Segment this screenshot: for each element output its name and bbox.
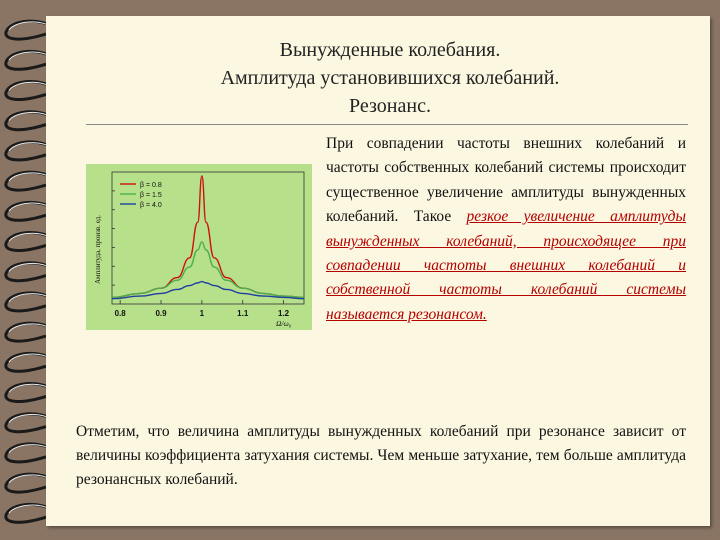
resonance-plain-text: При совпадении частоты внешних колебаний и частоты собственных колебаний системы происходит существенное увеличение амплитуды вынужденных колебаний. Такое	[326, 135, 686, 226]
page-title	[100, 36, 680, 120]
chart-x-tick-label: 0.9	[155, 309, 167, 318]
resonance-chart	[86, 164, 312, 330]
chart-ylabel: Амплитуда, произв. ед.	[94, 214, 102, 284]
chart-legend-label: β = 0.8	[140, 182, 162, 189]
chart-xlabel: Ω/ω₀	[276, 319, 292, 328]
resonance-emphasis-text: резкое увеличение амплитуды вынужденных колебаний, происходящее при совпадении частоты внешних колебаний и собственной частоты колебаний системы называется резонансом.	[326, 208, 686, 323]
chart-series-line	[112, 242, 304, 297]
title-line-1: Вынужденные колебания.	[279, 39, 501, 61]
chart-x-tick-label: 0.8	[114, 309, 126, 318]
resonance-definition	[326, 132, 686, 327]
chart-svg	[86, 164, 312, 330]
title-line-2: Амплитуда установившихся колебаний.	[220, 67, 560, 89]
chart-x-tick-label: 1.2	[278, 309, 290, 318]
chart-series-line	[112, 282, 304, 299]
damping-note: Отметим, что величина амплитуды вынужденных колебаний при резонансе зависит от величины коэффициента затухания системы. Чем меньше затухание, тем больше амплитуда резонансных колебаний.	[76, 423, 686, 488]
title-line-3: Резонанс.	[349, 95, 431, 117]
chart-legend-label: β = 4.0	[140, 202, 162, 209]
title-divider	[86, 124, 688, 125]
chart-legend-label: β = 1.5	[140, 192, 162, 199]
chart-x-tick-label: 1	[199, 309, 205, 318]
chart-x-tick-label: 1.1	[237, 309, 249, 318]
